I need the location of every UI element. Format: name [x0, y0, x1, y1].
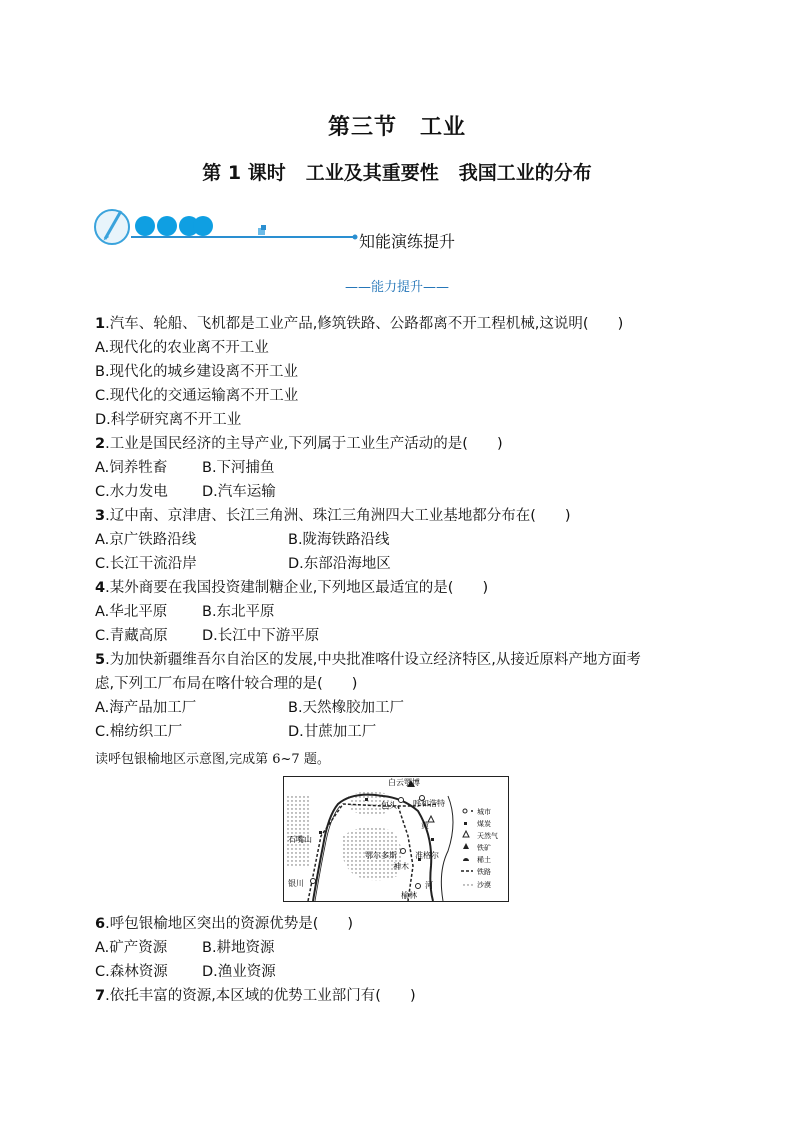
legend-gas: 天然气 [477, 832, 498, 840]
place-hohhot: 呼和浩特 [413, 799, 445, 808]
q4-option-d: D.长江中下游平原 [202, 628, 320, 644]
legend-rare-earth: 稀土 [477, 856, 491, 864]
q5-option-b: B.天然橡胶加工厂 [288, 700, 405, 716]
place-baiyun-ebo: 白云鄂博 [388, 778, 420, 787]
question-3 [95, 504, 571, 576]
q7-text: .依托丰富的资源,本区域的优势工业部门有( ) [105, 988, 416, 1004]
q6-option-d: D.渔业资源 [202, 964, 276, 980]
question-5 [95, 648, 641, 744]
q1-text: .汽车、轮船、飞机都是工业产品,修筑铁路、公路都离不开工程机械,这说明( ) [105, 316, 624, 332]
q2-option-c: C.水力发电 [95, 484, 168, 500]
lesson-subtitle [0, 158, 794, 185]
legend-city: 城市 [477, 808, 491, 816]
place-shenmu: 神木 [393, 862, 409, 871]
place-baotou: 包头 [381, 801, 397, 810]
place-yinchuan: 银川 [288, 879, 304, 888]
q2-text: .工业是国民经济的主导产业,下列属于工业生产活动的是( ) [105, 436, 503, 452]
section-label: ——能力提升—— [344, 280, 449, 295]
q6-option-c: C.森林资源 [95, 964, 168, 980]
region-map [283, 776, 509, 902]
place-zhungeer: 准格尔 [415, 851, 439, 860]
q3-option-b: B.陇海铁路沿线 [288, 532, 390, 548]
q7-number: 7 [95, 988, 106, 1004]
q3-number: 3 [95, 508, 106, 524]
banner-label: 知能演练提升 [359, 232, 456, 251]
q5-text: .为加快新疆维吾尔自治区的发展,中央批准喀什设立经济特区,从接近原料产地方面考 [105, 652, 641, 668]
q6-text: .呼包银榆地区突出的资源优势是( ) [105, 916, 354, 932]
q5-option-c: C.棉纺织工厂 [95, 724, 183, 740]
q2-option-b: B.下河捕鱼 [202, 460, 275, 476]
q5-text-line2: 虑,下列工厂布局在喀什较合理的是( ) [95, 676, 358, 692]
q5-number: 5 [95, 652, 106, 668]
q1-option-d: D.科学研究离不开工业 [95, 412, 242, 428]
q2-option-d: D.汽车运输 [202, 484, 276, 500]
q5-option-a: A.海产品加工厂 [95, 700, 197, 716]
legend-railway: 铁路 [477, 868, 491, 876]
q1-number: 1 [95, 316, 106, 332]
q1-option-c: C.现代化的交通运输离不开工业 [95, 388, 299, 404]
question-7 [95, 984, 416, 1008]
q1-option-b: B.现代化的城乡建设离不开工业 [95, 364, 299, 380]
q3-option-a: A.京广铁路沿线 [95, 532, 197, 548]
desert-area-west [286, 796, 310, 866]
legend-iron: 铁矿 [477, 844, 491, 852]
map-instruction: 读呼包银榆地区示意图,完成第 6~7 题。 [95, 752, 330, 767]
q4-number: 4 [95, 580, 106, 596]
q6-number: 6 [95, 916, 106, 932]
page-title: 第三节 工业 [327, 115, 466, 140]
legend-desert: 沙漠 [477, 881, 491, 889]
q3-text: .辽中南、京津唐、长江三角洲、珠江三角洲四大工业基地都分布在( ) [105, 508, 571, 524]
question-1 [95, 312, 623, 432]
lesson-topic-1: 工业及其重要性 [305, 162, 439, 184]
q4-option-b: B.东北平原 [202, 604, 275, 620]
question-2 [95, 432, 503, 504]
lesson-topic-2: 我国工业的分布 [458, 162, 592, 184]
q4-option-a: A.华北平原 [95, 604, 168, 620]
q6-option-a: A.矿产资源 [95, 940, 168, 956]
place-ordos: 鄂尔多斯 [365, 851, 397, 860]
place-yulin: 榆林 [401, 891, 417, 900]
river-label-huang: 黄 [421, 821, 429, 830]
lesson-number: 第 1 课时 [202, 162, 286, 184]
legend-coal: 煤炭 [477, 820, 491, 828]
q6-option-b: B.耕地资源 [202, 940, 275, 956]
question-4 [95, 576, 488, 648]
q1-option-a: A.现代化的农业离不开工业 [95, 340, 269, 356]
q3-option-d: D.东部沿海地区 [288, 556, 391, 572]
q2-option-a: A.饲养牲畜 [95, 460, 168, 476]
q3-option-c: C.长江干流沿岸 [95, 556, 197, 572]
q4-text: .某外商要在我国投资建制糖企业,下列地区最适宜的是( ) [105, 580, 489, 596]
question-6 [95, 912, 353, 984]
river-label-he: 河 [425, 881, 433, 890]
q5-option-d: D.甘蔗加工厂 [288, 724, 377, 740]
q2-number: 2 [95, 436, 106, 452]
place-shizuishan: 石嘴山 [288, 835, 312, 844]
q4-option-c: C.青藏高原 [95, 628, 168, 644]
